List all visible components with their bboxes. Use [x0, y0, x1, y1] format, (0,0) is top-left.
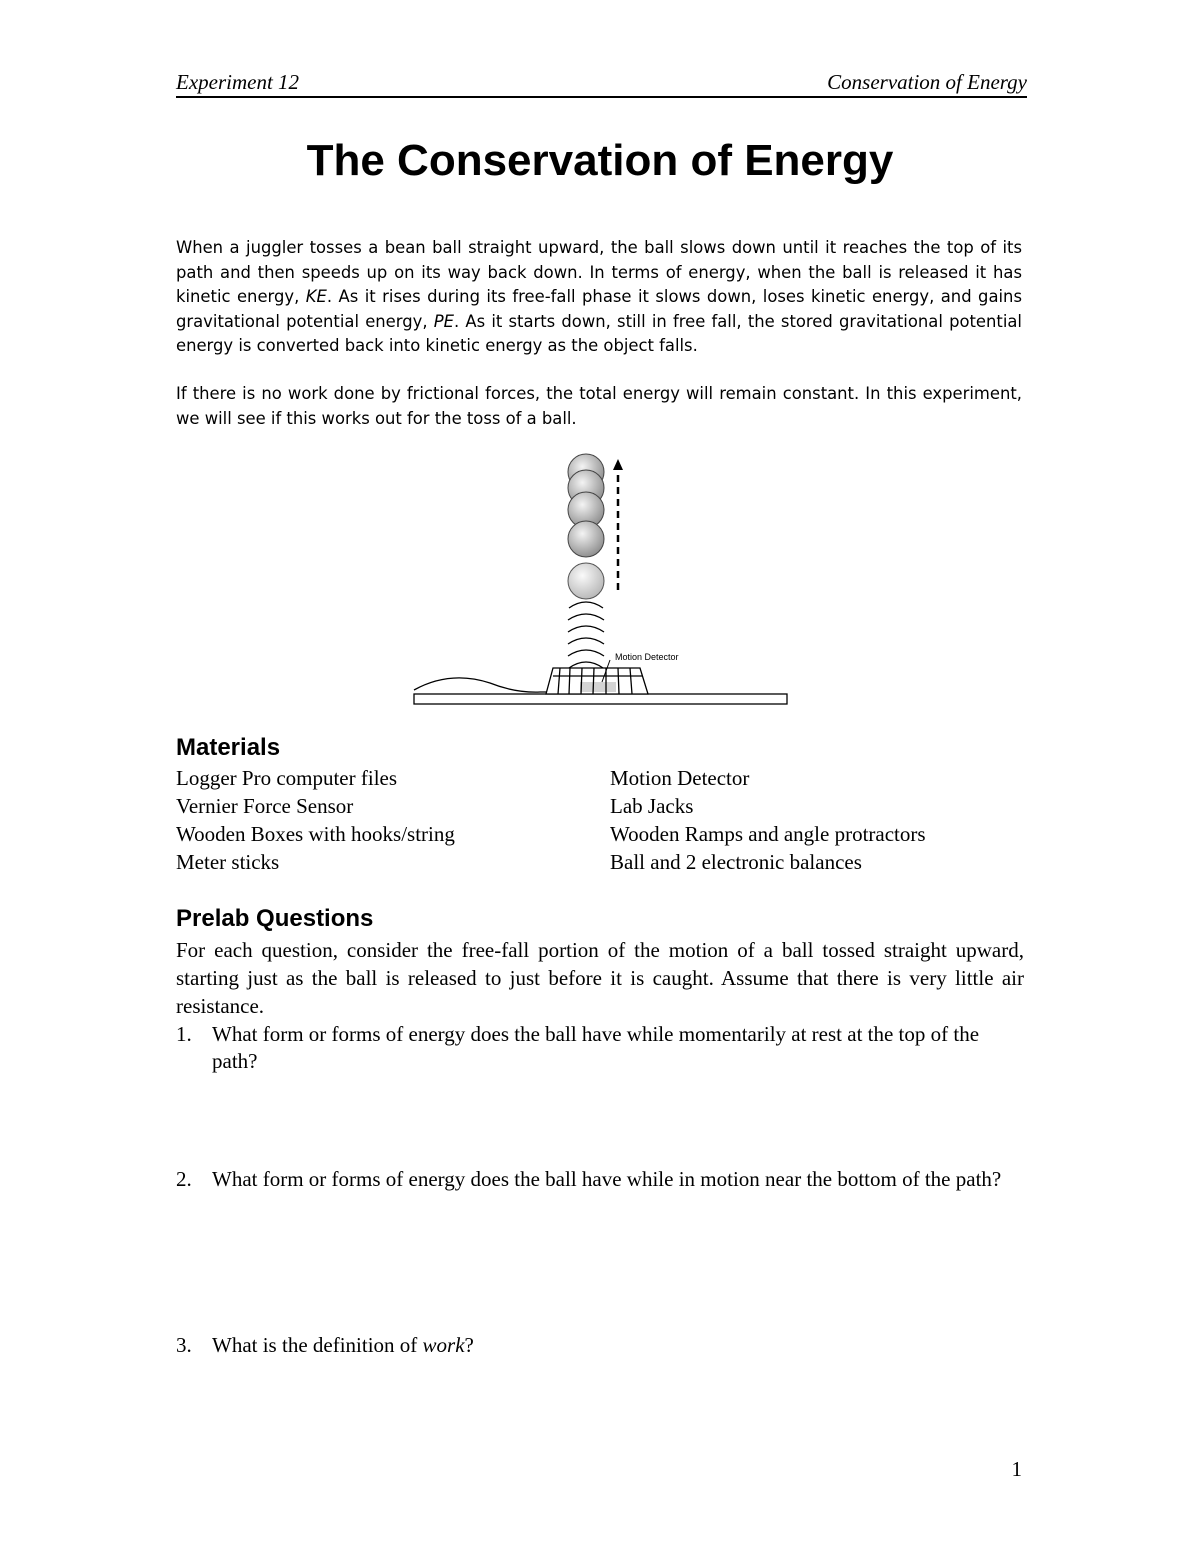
- question-text: What form or forms of energy does the ball have while in motion near the bottom of the path?: [212, 1167, 1002, 1191]
- prelab-question-3: [176, 1332, 1006, 1359]
- question-number: 1.: [176, 1022, 192, 1046]
- page-number: 1: [1011, 1457, 1022, 1481]
- material-item: Wooden Ramps and angle protractors: [610, 822, 926, 846]
- intro-paragraph-2: If there is no work done by frictional forces, the total energy will remain constant. In this experiment, we will see if this works out for the toss of a ball.: [176, 384, 1022, 428]
- materials-heading: Materials: [176, 734, 281, 761]
- prelab-question-2: [176, 1166, 1006, 1193]
- ball-toss-figure: [410, 450, 790, 710]
- material-item: Motion Detector: [610, 766, 750, 790]
- ke-symbol: KE: [305, 287, 327, 307]
- header-topic: Conservation of Energy: [827, 70, 1027, 94]
- prelab-heading: Prelab Questions: [176, 905, 374, 932]
- pe-symbol: PE: [433, 311, 454, 331]
- running-header: [176, 68, 1027, 98]
- materials-left-column: [176, 764, 455, 876]
- motion-detector-label: Motion Detector: [615, 652, 679, 662]
- arrow-head: [613, 459, 623, 470]
- material-item: Meter sticks: [176, 850, 280, 874]
- material-item: Logger Pro computer files: [176, 766, 398, 790]
- floor: [414, 694, 787, 704]
- work-term: work: [422, 1333, 465, 1357]
- ball: [568, 521, 604, 557]
- page-title: The Conservation of Energy: [306, 136, 894, 185]
- question-text: What form or forms of energy does the ball have while momentarily at rest at the top of the path?: [212, 1022, 980, 1073]
- material-item: Ball and 2 electronic balances: [610, 850, 862, 874]
- sound-waves: [568, 602, 604, 668]
- prelab-question-1: [176, 1021, 1006, 1075]
- material-item: Wooden Boxes with hooks/string: [176, 822, 455, 846]
- question-number: 2.: [176, 1167, 192, 1191]
- question-number: 3.: [176, 1333, 192, 1357]
- header-experiment-number: Experiment 12: [176, 70, 300, 94]
- intro-paragraph-1: When a juggler tosses a bean ball straight upward, the ball slows down until it reaches the top of its path and then speeds up on its way back down. In terms of energy, when the ball is released it has kinetic energy, KE. As it rises during its free-fall phase it slows down, loses kinetic energy, and gains gravitational potential energy, PE. As it starts down, still in free fall, the stored gravitational potential energy is converted back into kinetic energy as the object falls.: [176, 238, 1022, 356]
- material-item: Vernier Force Sensor: [176, 794, 354, 818]
- material-item: Lab Jacks: [610, 794, 694, 818]
- cable: [414, 678, 548, 692]
- materials-right-column: [610, 764, 926, 876]
- ball: [568, 563, 604, 599]
- prelab-intro: For each question, consider the free-fall portion of the motion of a ball tossed straight upward, starting just as the ball is released to just before it is caught. Assume that there is very little air resistance.: [176, 938, 1024, 1018]
- question-text: What is the definition of work?: [212, 1333, 474, 1357]
